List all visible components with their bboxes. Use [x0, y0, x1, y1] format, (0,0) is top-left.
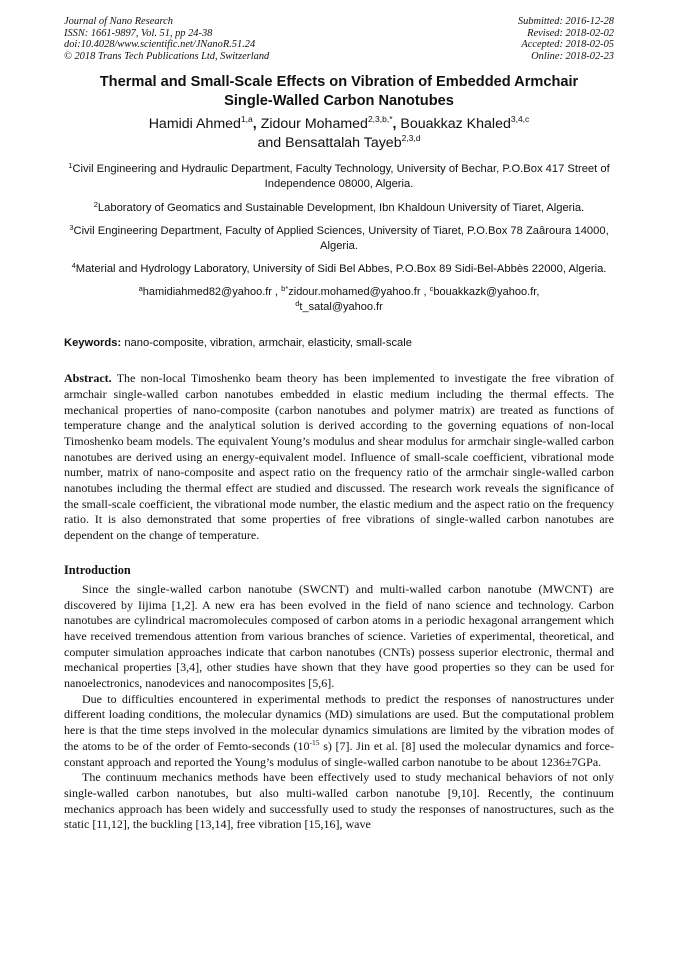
affiliation-text: Civil Engineering Department, Faculty of Applied Sciences, University of Tiaret, P.O.Box 78 Zaâroura 14000, Algeria. [73, 225, 609, 252]
date-submitted: Submitted: 2016-12-28 [517, 16, 614, 27]
paper-title-line-2: Single-Walled Carbon Nanotubes [224, 93, 454, 110]
author-name: Bouakkaz Khaled [400, 116, 511, 133]
date-accepted: Accepted: 2018-02-05 [521, 39, 614, 51]
email-link-b[interactable]: zidour.mohamed@yahoo.fr , [288, 285, 427, 298]
paper-title-line-1: Thermal and Small-Scale Effects on Vibration of Embedded Armchair [99, 74, 579, 91]
abstract-text: The non-local Timoshenko beam theory has been implemented to investigate the free vibration of armchair single-walled carbon nanotubes embedded in elastic medium including the thermal effects. The mechanical properties of nano-composite (carbon nanotubes and polymer matrix) are treated as functions of temperature change and the analytical solution is derived according to the governing equations of non-local Timoshenko beam models. The equivalent Young’s modulus and shear modulus for armchair single-walled carbon nanotubes are derived using an energy-equivalent model. Influence of small-scale coefficient, vibrational mode number, matrix of nano-composite and aspect ratio on the frequency ratio of the armchair single-walled carbon nanotubes including the thermal effect are studied and discussed. The research work reveals the significance of the small-scale coefficient, the vibrational mode number, the elastic medium and the aspect ratio on the frequency ratio. It is also demonstrated that some properties of free vibrations of single-walled carbon nanotubes are dependent on the change of temperature. [64, 371, 614, 543]
author-name: Zidour Mohamed [260, 116, 368, 133]
journal-header [64, 16, 614, 62]
affiliation-3 [64, 224, 614, 253]
paragraph-text: Due to difficulties encountered in experimental methods to predict the responses of nanostructures under different loading conditions, the molecular dynamics (MD) simulations are used. But the computational problem here is that the time steps involved in the molecular dynamics simulations are limited by the vibration modes of the atoms to be of the order of Femto-seconds (10 [64, 691, 614, 753]
email-sup: d [295, 298, 300, 308]
introduction-paragraph-2 [64, 692, 614, 771]
email-sup: c [429, 283, 434, 293]
submission-dates [518, 16, 614, 62]
author-name: Hamidi Ahmed [148, 116, 241, 133]
date-revised: Revised: 2018-02-02 [527, 27, 614, 39]
affiliation-text: Civil Engineering and Hydraulic Department, Faculty Technology, University of Bechar, P.O.Box 417 Street of Independence 08000, Algeria. [72, 163, 610, 190]
email-link-d[interactable]: t_satal@yahoo.fr [299, 300, 383, 313]
author-affil-sup: 2,3,b,* [367, 114, 393, 125]
paragraph-text: s) [7]. Jin et al. [8] used the molecular dynamics and force-constant approach and reported the Young’s modulus of single-walled carbon nanotube to be about 1236±7GPa. [64, 738, 614, 769]
affiliation-4 [64, 262, 614, 277]
exponent: -15 [309, 737, 320, 747]
journal-copyright: © 2018 Trans Tech Publications Ltd, Switzerland [64, 50, 270, 62]
author-affil-sup: 3,4,c [510, 114, 530, 125]
affiliation-1 [64, 162, 614, 191]
keywords-label: Keywords: [64, 337, 122, 350]
journal-issn: ISSN: 1661-9897, Vol. 51, pp 24-38 [64, 27, 213, 39]
introduction-paragraph-1: Since the single-walled carbon nanotube (SWCNT) and multi-walled carbon nanotube (MWCNT) are discovered by Iijima [1,2]. A new era has been evolved in the field of nano science and technology. Carbon nanotubes are cylindrical macromolecules composed of carbon atoms in a periodic hexagonal arrangement which have received tremendous attention from various branches of science. Varieties of experimental, theoretical, and computer simulation approaches indicate that carbon nanotubes (CNTs) possess superior electronic, thermal and mechanical properties [3,4], other studies have shown that they have good properties so they can be used for nanoelectronics, nanodevices and nanocomposites [5,6]. [64, 581, 614, 691]
introduction-paragraph-3: The continuum mechanics methods have been effectively used to study mechanical behaviors of not only single-walled carbon nanotubes, but also multi-walled carbon nanotube [9,10]. Recently, the continuum mechanics approach has been widely and successfully used to study the responses of nanostructures, such as the static [11,12], the buckling [13,14], free vibration [15,16], wave [64, 770, 614, 832]
paper-title [64, 73, 614, 111]
author-emails [64, 285, 614, 314]
email-link-a[interactable]: hamidiahmed82@yahoo.fr , [142, 285, 279, 298]
introduction-heading: Introduction [64, 562, 131, 577]
affiliation-sup: 4 [71, 261, 76, 271]
author-name: Bensattalah Tayeb [285, 135, 402, 152]
email-sup: b* [281, 283, 289, 293]
affiliation-text: Laboratory of Geomatics and Sustainable Development, Ibn Khaldoun University of Tiaret, Algeria. [97, 201, 585, 214]
abstract-label: Abstract. [64, 371, 112, 386]
date-online: Online: 2018-02-23 [531, 50, 614, 62]
email-link-c[interactable]: bouakkazk@yahoo.fr, [433, 285, 540, 298]
affiliation-sup: 2 [93, 199, 98, 209]
journal-info [64, 16, 269, 62]
journal-doi[interactable]: doi:10.4028/www.scientific.net/JNanoR.51.24 [64, 39, 256, 51]
author-list [64, 115, 614, 153]
affiliation-sup: 1 [68, 161, 73, 171]
affiliation-2 [64, 201, 614, 216]
author-affil-sup: 1,a [240, 114, 253, 125]
keywords [64, 336, 614, 350]
email-sup: a [138, 283, 143, 293]
abstract [64, 371, 614, 544]
keywords-text: nano-composite, vibration, armchair, elasticity, small-scale [124, 337, 412, 350]
journal-name: Journal of Nano Research [64, 16, 173, 27]
affiliation-sup: 3 [69, 223, 74, 233]
author-affil-sup: 2,3,d [401, 133, 421, 144]
author-line-1: Hamidi Ahmed$^{1,a}$, Zidour Mohamed$^{2,3,b,*}$, Bouakkaz Khaled$^{3,4,c}$ [148, 114, 530, 133]
affiliation-text: Material and Hydrology Laboratory, University of Sidi Bel Abbes, P.O.Box 89 Sidi-Bel-Abbès 22000, Algeria. [75, 263, 607, 276]
author-line-2: and Bensattalah Tayeb$^{2,3,d}$ [257, 133, 421, 152]
